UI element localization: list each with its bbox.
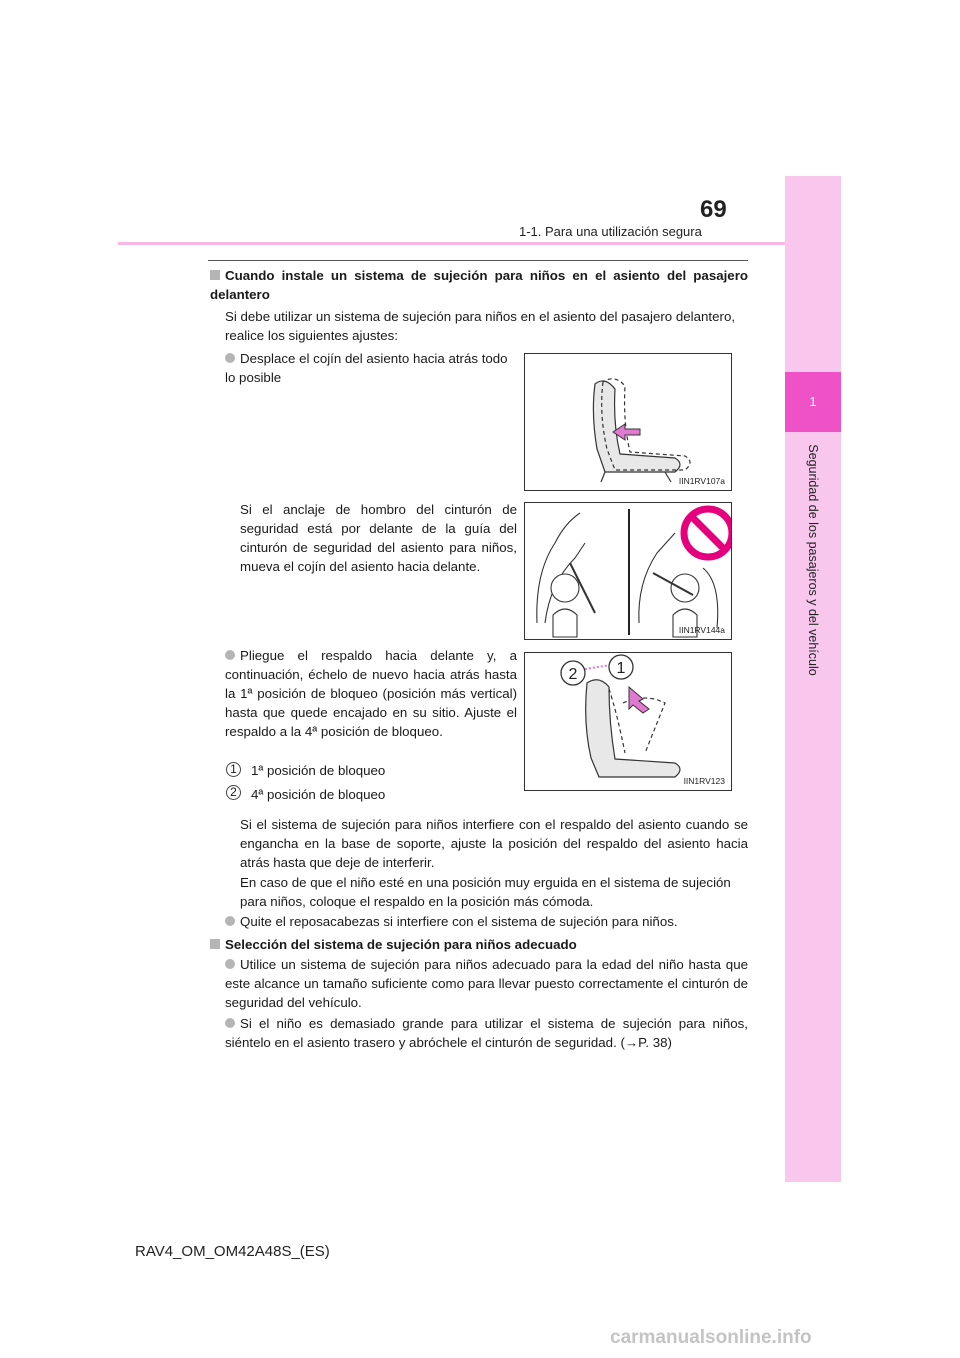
figure-shoulder-anchor bbox=[524, 502, 732, 640]
section-title: 1-1. Para una utilización segura bbox=[519, 224, 702, 239]
bullet-seat-back: Desplace el cojín del asiento hacia atrás todo lo posible bbox=[225, 351, 508, 385]
chapter-title: Seguridad de los pasajeros y del vehículo bbox=[806, 444, 820, 676]
fig-label-2: 2 bbox=[568, 666, 578, 683]
header-divider bbox=[118, 242, 785, 245]
square-bullet-icon bbox=[210, 939, 220, 949]
heading-selection: Selección del sistema de sujeción para niños adecuado bbox=[210, 935, 748, 954]
legend-text-2: 4ª posición de bloqueo bbox=[251, 787, 386, 802]
page-number: 69 bbox=[700, 196, 727, 223]
legend-num-1: 1 bbox=[226, 762, 241, 777]
figure-code: IIN1RV144a bbox=[678, 625, 725, 635]
figure-code: IIN1RV107a bbox=[678, 476, 725, 486]
watermark: carmanualsonline.info bbox=[610, 1327, 812, 1348]
bullet-icon bbox=[225, 650, 235, 660]
bullet-appropriate-seat: Utilice un sistema de sujeción para niños adecuado para la edad del niño hasta que este alcance un tamaño suficiente como para llevar puesto correctamente el cinturón de seguridad del vehículo. bbox=[225, 957, 748, 1010]
bullet-fold-seatback: Pliegue el respaldo hacia delante y, a continuación, échelo de nuevo hacia atrás hasta la 1ª posición de bloqueo (posición más vertical) hasta que quede encajado en su sitio. Ajuste el respaldo a la 4ª posición de bloqueo. bbox=[225, 648, 517, 739]
figure-seat-cushion bbox=[524, 353, 732, 491]
square-bullet-icon bbox=[210, 270, 220, 280]
fig-label-1: 1 bbox=[616, 660, 626, 677]
bullet-icon bbox=[225, 916, 235, 926]
bullet-icon bbox=[225, 353, 235, 363]
bullet-headrest: Quite el reposacabezas si interfiere con el sistema de sujeción para niños. bbox=[225, 912, 748, 931]
prohibited-icon bbox=[684, 509, 731, 557]
document-code: RAV4_OM_OM42A48S_(ES) bbox=[135, 1243, 330, 1260]
side-tab bbox=[785, 176, 841, 1182]
intro-paragraph: Si debe utilizar un sistema de sujeción para niños en el asiento del pasajero delantero, realice los siguientes ajustes: bbox=[225, 309, 736, 343]
arrow-up-icon bbox=[629, 687, 649, 713]
seatback-positions-illustration bbox=[525, 653, 731, 790]
paragraph-interfere: Si el sistema de sujeción para niños interfiere con el respaldo del asiento cuando se engancha en la base de soporte, ajuste la posición del respaldo del asiento hacia atrás hasta que deje de interferir. bbox=[240, 817, 748, 870]
bullet-icon bbox=[225, 959, 235, 969]
bullet-icon bbox=[225, 1018, 235, 1028]
seat-back-illustration bbox=[525, 354, 731, 490]
heading-front-seat: Cuando instale un sistema de sujeción para niños en el asiento del pasajero delantero bbox=[210, 268, 748, 302]
paragraph-upright: En caso de que el niño esté en una posición muy erguida en el sistema de sujeción para niños, coloque el respaldo en la posición más cómoda. bbox=[240, 875, 731, 909]
bullet-rear-seat: Si el niño es demasiado grande para utilizar el sistema de sujeción para niños, siéntelo en el asiento trasero y abróchele el cinturón de seguridad. (→P. 38) bbox=[225, 1016, 748, 1050]
legend-text-1: 1ª posición de bloqueo bbox=[251, 763, 386, 778]
content-rule bbox=[208, 260, 748, 261]
figure-code: IIN1RV123 bbox=[683, 776, 725, 786]
legend-num-2: 2 bbox=[226, 785, 241, 800]
child-seat-comparison-illustration bbox=[525, 503, 731, 639]
figure-lock-positions bbox=[524, 652, 732, 791]
chapter-number: 1 bbox=[785, 372, 841, 432]
anchor-note: Si el anclaje de hombro del cinturón de seguridad está por delante de la guía del cinturón de seguridad del asiento para niños, mueva el cojín del asiento hacia delante. bbox=[240, 502, 517, 574]
